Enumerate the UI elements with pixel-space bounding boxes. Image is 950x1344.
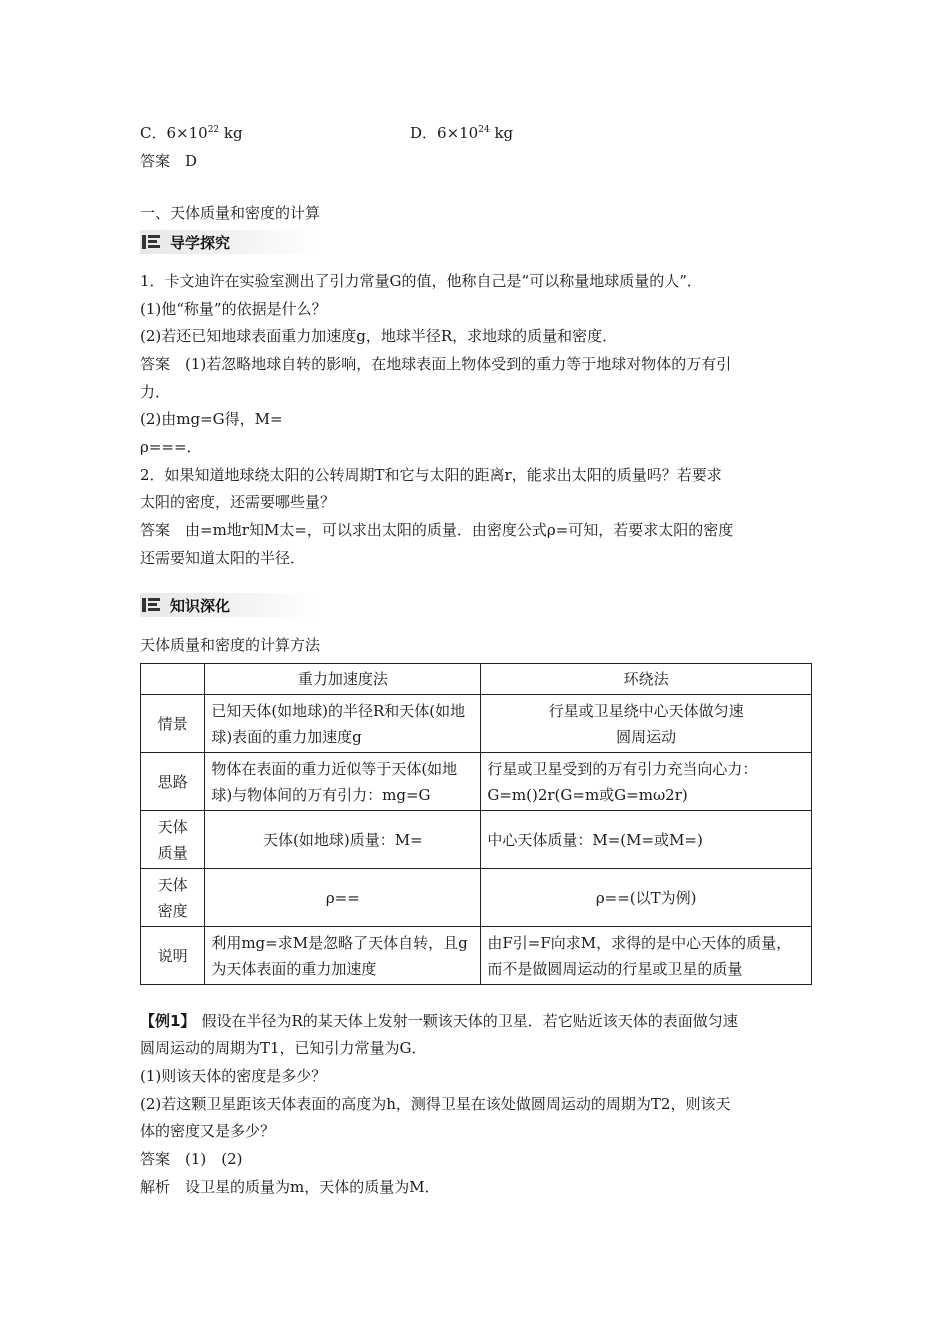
q2-answer-l2: 还需要知道太阳的半径． [140,549,306,567]
cell-gravity: 天体(如地球)质量：M= [205,811,481,869]
cell-gravity: ρ== [205,869,481,927]
table-caption: 天体质量和密度的计算方法 [140,636,321,654]
table-row [141,869,812,927]
example1-part2b: 体的密度又是多少？ [140,1122,276,1140]
table-head-gravity: 重力加速度法 [205,664,481,695]
cell-gravity: 利用mg=求M是忽略了天体自转，且g为天体表面的重力加速度 [205,927,481,985]
table-row [141,927,812,985]
section-one-title: 一、天体质量和密度的计算 [140,204,321,222]
example1-part1: (1)则该天体的密度是多少？ [140,1067,327,1085]
cell-orbit: 行星或卫星受到的万有引力充当向心力：G=m()2r(G=m或G=mω2r) [481,753,812,811]
q1-answer-l3: (2)由mg=G得，M= [140,410,283,428]
list-icon [142,234,162,250]
q2-line1: 2．如果知道地球绕太阳的公转周期T和它与太阳的距离r，能求出太阳的质量吗？若要求 [140,466,722,484]
table-row [141,753,812,811]
q1-answer-l4: ρ===． [140,438,202,456]
list-icon [142,597,162,613]
cell-orbit: 由F引=F向求M，求得的是中心天体的质量，而不是做圆周运动的行星或卫星的质量 [481,927,812,985]
example1-line2: 圆周运动的周期为T1，已知引力常量为G． [140,1039,427,1057]
knowledge-heading: 知识深化 [140,593,320,617]
cell-gravity: 已知天体(如地球)的半径R和天体(如地球)表面的重力加速度g [205,695,481,753]
table-row [141,811,812,869]
row-label: 情景 [141,695,205,753]
table-head-orbit: 环绕法 [481,664,812,695]
cell-orbit: ρ==(以T为例) [481,869,812,927]
row-label: 天体密度 [141,869,205,927]
table-row [141,695,812,753]
example1-tag: 【例1】 [140,1012,196,1030]
example1-analysis: 解析 设卫星的质量为m，天体的质量为M． [140,1178,440,1196]
q1-answer-l2: 力． [140,383,171,401]
option-d: D．$6\times 10^{24}$ kg [410,124,514,142]
cell-gravity: 物体在表面的重力近似等于天体(如地球)与物体间的万有引力：mg=G [205,753,481,811]
option-c: C．$6\times 10^{22}$ kg [140,124,243,142]
table-head-blank [141,664,205,695]
q1-line1: 1．卡文迪许在实验室测出了引力常量G的值，他称自己是“可以称量地球质量的人”． [140,272,702,290]
answer-top: 答案 D [140,152,198,170]
cell-orbit: 中心天体质量：M=(M=或M=) [481,811,812,869]
row-label: 天体质量 [141,811,205,869]
table-header-row [141,664,812,695]
q2-answer-l1: 答案 由=m地r知M太=，可以求出太阳的质量．由密度公式ρ=可知，若要求太阳的密度 [140,521,734,539]
row-label: 说明 [141,927,205,985]
row-label: 思路 [141,753,205,811]
q1-part2: (2)若还已知地球表面重力加速度g，地球半径R，求地球的质量和密度． [140,327,618,345]
cell-orbit: 行星或卫星绕中心天体做匀速圆周运动 [481,695,812,753]
q2-line2: 太阳的密度，还需要哪些量？ [140,493,336,511]
example1-line1: 【例1】 假设在半径为R的某天体上发射一颗该天体的卫星．若它贴近该天体的表面做匀速 [140,1012,738,1030]
example1-answer: 答案 (1) (2) [140,1150,243,1168]
q1-answer-l1: 答案 (1)若忽略地球自转的影响，在地球表面上物体受到的重力等于地球对物体的万有引 [140,355,732,373]
q1-part1: (1)他“称量”的依据是什么？ [140,300,327,318]
guide-heading: 导学探究 [140,230,320,254]
method-table [140,663,812,985]
example1-part2a: (2)若这颗卫星距该天体表面的高度为h，测得卫星在该处做圆周运动的周期为T2，则该天 [140,1095,731,1113]
